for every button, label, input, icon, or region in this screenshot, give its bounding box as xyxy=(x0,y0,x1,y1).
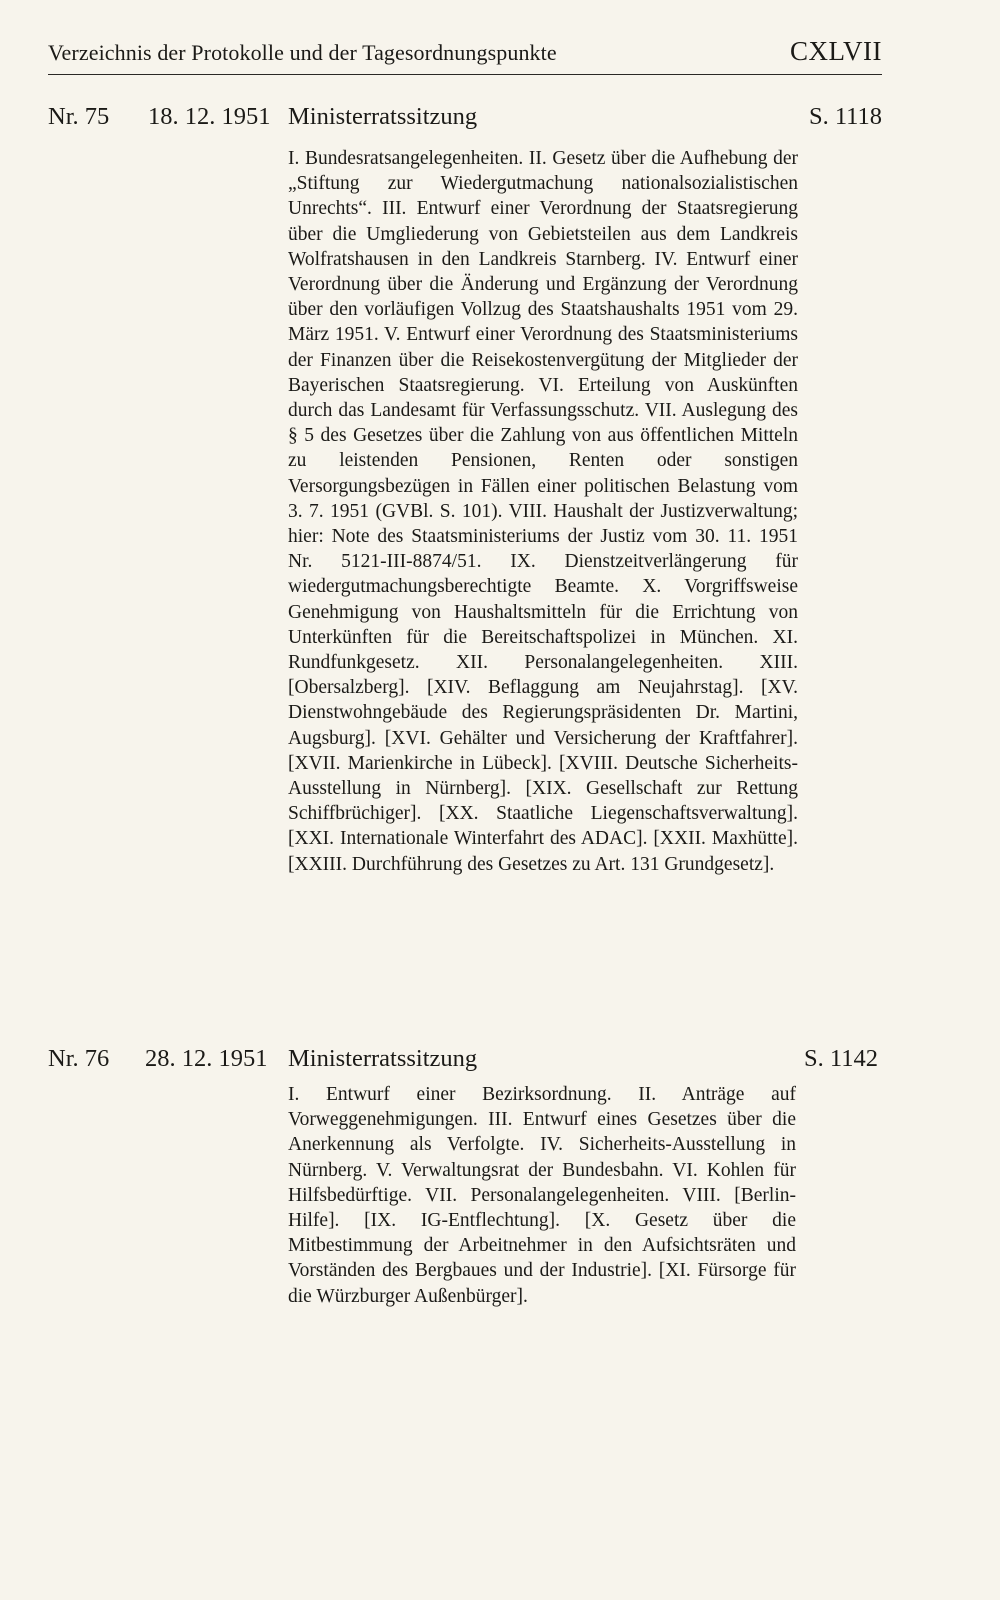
running-head xyxy=(48,34,882,75)
protocol-entry xyxy=(48,103,882,877)
entry-number: Nr. 76 xyxy=(48,1045,110,1072)
protocol-entry xyxy=(48,1045,882,1309)
entry-header xyxy=(48,1045,882,1085)
entry-type: Ministerratssitzung xyxy=(288,103,478,130)
entry-page-reference: S. 1142 xyxy=(804,1045,878,1072)
entry-header xyxy=(48,103,882,143)
entry-agenda: I. Entwurf einer Bezirksordnung. II. Anträge auf Vorweggenehmigungen. III. Entwurf eines Gesetzes über die Anerkennung als Verfolgte. IV. Sicherheits-Ausstellung in Nürnberg. V. Verwaltungsrat der Bundesbahn. VI. Kohlen für Hilfsbedürftige. VII. Personalangelegenheiten. VIII. [Berlin-Hilfe]. [IX. IG-Entflechtung]. [X. Gesetz über die Mitbestimmung der Arbeitnehmer in den Aufsichtsräten und Vorständen des Bergbaues und der Industrie]. [XI. Fürsorge für die Würzburger Außenbürger]. xyxy=(288,1084,796,1307)
entry-type: Ministerratssitzung xyxy=(288,1045,478,1072)
running-head-title: Verzeichnis der Protokolle und der Tagesordnungspunkte xyxy=(48,40,557,65)
entry-agenda: I. Bundesratsangelegenheiten. II. Gesetz über die Aufhebung der „Stiftung zur Wiedergutmachung nationalsozialistischen Unrechts“. III. Entwurf einer Verordnung der Staatsregierung über die Umgliederung von Gebietsteilen aus dem Landkreis Wolfratshausen in den Landkreis Starnberg. IV. Entwurf einer Verordnung über die Änderung und Ergänzung der Verordnung über den vorläufigen Vollzug des Staatshaushalts 1951 vom 29. März 1951. V. Entwurf einer Verordnung des Staatsministeriums der Finanzen über die Reisekostenvergütung der Mitglieder der Bayerischen Staatsregierung. VI. Erteilung von Auskünften durch das Landesamt für Verfassungsschutz. VII. Auslegung des § 5 des Gesetzes über die Zahlung von aus öffentlichen Mitteln zu leistenden Pensionen, Renten oder sonstigen Versorgungsbezügen in Fällen einer politischen Belastung vom 3. 7. 1951 (GVBl. S. 101). VIII. Haushalt der Justizverwaltung; hier: Note des Staatsministeriums der Justiz vom 30. 11. 1951 Nr. 5121-III-8874/51. IX. Dienstzeitverlängerung für wiedergutmachungsberechtigte Beamte. X. Vorgriffsweise Genehmigung von Haushaltsmitteln für die Errichtung von Unterkünften für die Bereitschaftspolizei in München. XI. Rundfunkgesetz. XII. Personalangelegenheiten. XIII. [Obersalzberg]. [XIV. Beflaggung am Neujahrstag]. [XV. Dienstwohngebäude des Regierungspräsidenten Dr. Martini, Augsburg]. [XVI. Gehälter und Versicherung der Kraftfahrer]. [XVII. Marienkirche in Lübeck]. [XVIII. Deutsche Sicherheits-Ausstellung in Nürnberg]. [XIX. Gesellschaft zur Rettung Schiffbrüchiger]. [XX. Staatliche Liegenschaftsverwaltung]. [XXI. Internationale Winterfahrt des ADAC]. [XXII. Maxhütte]. [XXIII. Durchführung des Gesetzes zu Art. 131 Grundgesetz]. xyxy=(288,148,798,875)
entry-number: Nr. 75 xyxy=(48,103,110,130)
entry-page-reference: S. 1118 xyxy=(808,103,882,130)
entry-date: 28. 12. 1951 xyxy=(145,1045,268,1072)
running-head-page-number: CXLVII xyxy=(789,36,882,66)
entry-date: 18. 12. 1951 xyxy=(148,103,271,130)
